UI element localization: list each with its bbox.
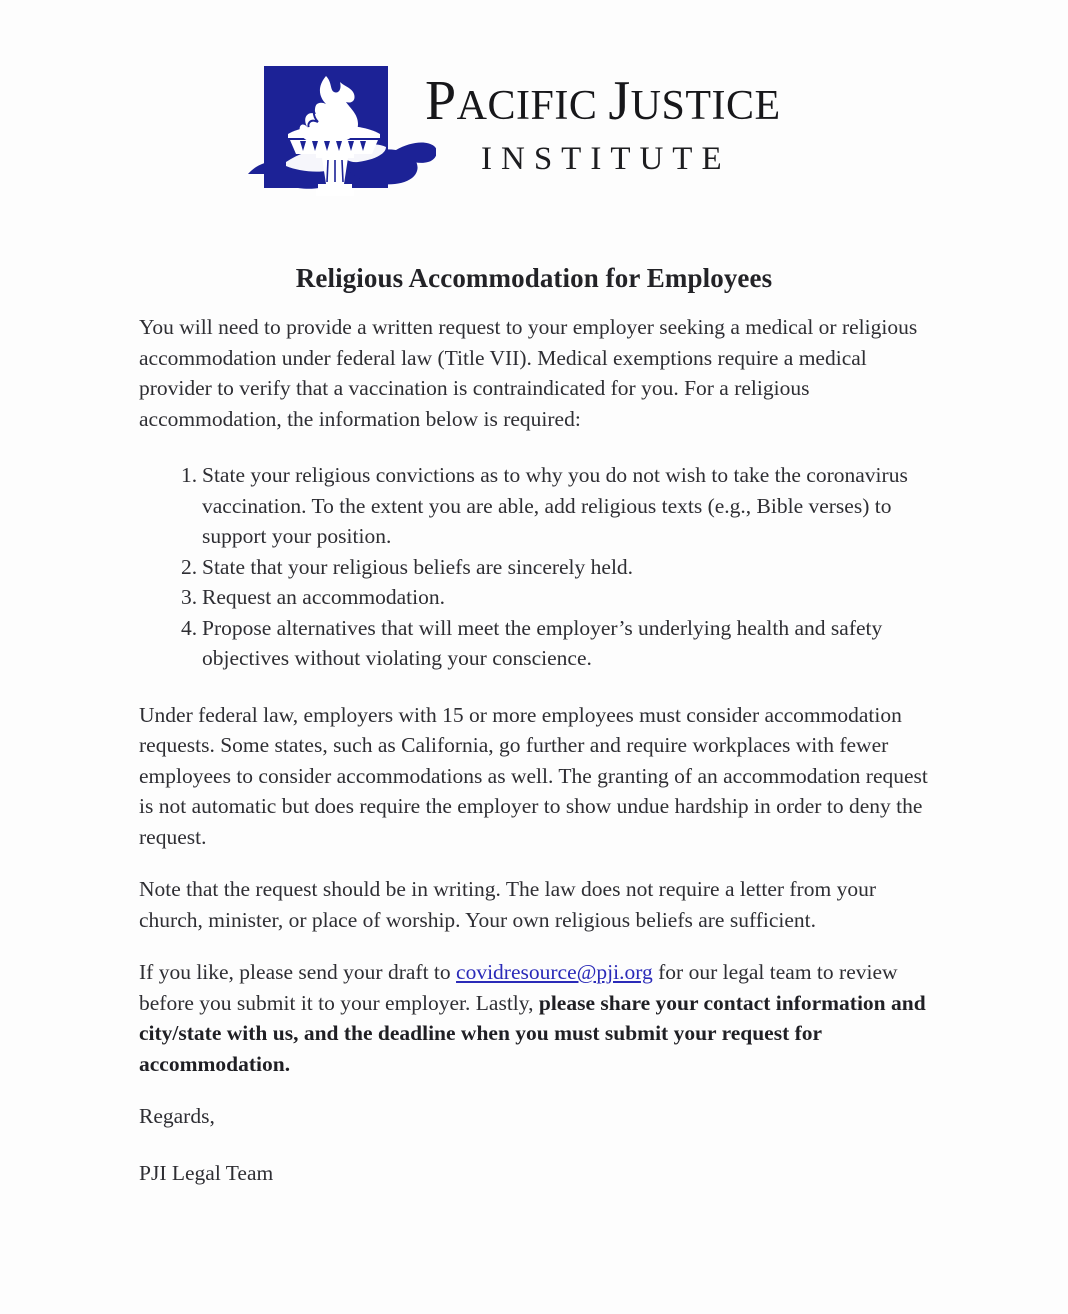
intro-paragraph: You will need to provide a written request to your employer seeking a medical or religious accommodation under federal law (Title VII). Medical exemptions require a medical provider to verify that a vaccination is contraindicated for you. For a religious accommodation, the information below is required: <box>139 315 918 431</box>
wordmark-ustice: USTICE <box>630 83 781 129</box>
wordmark-acific: ACIFIC <box>456 83 598 129</box>
document-body <box>139 312 931 1188</box>
list-item-number: 4. <box>181 615 198 640</box>
list-item-text: Request an accommodation. <box>202 585 445 609</box>
draft-review-text-after: for our legal team to review before you submit it to your employer. Lastly, <box>139 960 898 1015</box>
letterhead <box>0 62 1068 202</box>
wordmark-pacific-justice <box>425 72 1025 135</box>
draft-review-paragraph <box>139 957 931 1079</box>
wordmark-initial-j: J <box>608 70 631 132</box>
list-item <box>181 552 931 583</box>
closing-salutation: Regards, <box>139 1104 215 1128</box>
list-item <box>181 613 931 674</box>
wordmark-institute: INSTITUTE <box>481 141 731 177</box>
list-item-text: State that your religious beliefs are sincerely held. <box>202 554 634 579</box>
covidresource-email-link[interactable]: covidresource@pji.org <box>456 960 653 984</box>
page-title: Religious Accommodation for Employees <box>295 263 773 293</box>
draft-review-bold-text: please share your contact information and city/state with us, and the deadline when you must submit your request for accommodation. <box>139 990 926 1076</box>
federal-law-paragraph: Under federal law, employers with 15 or more employees must consider accommodation requests. Some states, such as California, go further and require workplaces with fewer employees to consider accommodations as well. The granting of an accommodation request is not automatic but does require the employer to show undue hardship in order to deny the request. <box>139 702 928 849</box>
wordmark-initial-p: P <box>425 70 457 132</box>
list-item-number: 1. <box>181 463 198 487</box>
wordmark-space <box>597 83 608 129</box>
draft-review-text-before: If you like, please send your draft to <box>139 960 457 984</box>
pji-logo-emblem <box>246 62 436 202</box>
list-item-number: 3. <box>181 585 198 609</box>
list-item <box>181 460 931 552</box>
list-item-number: 2. <box>181 554 198 579</box>
list-item-text: State your religious convictions as to why you do not wish to take the coronavirus vaccination. To the extent you are able, add religious texts (e.g., Bible verses) to support your position. <box>202 463 908 548</box>
requirements-list <box>139 460 931 674</box>
torch-flame-ribbon-icon <box>246 62 436 202</box>
list-item <box>181 582 931 613</box>
pji-wordmark <box>425 72 1025 179</box>
list-item-text: Propose alternatives that will meet the employer’s underlying health and safety objectives without violating your conscience. <box>202 615 883 670</box>
writing-note-paragraph: Note that the request should be in writing. The law does not require a letter from your church, minister, or place of worship. Your own religious beliefs are sufficient. <box>139 877 876 932</box>
signature-line: PJI Legal Team <box>139 1160 274 1185</box>
